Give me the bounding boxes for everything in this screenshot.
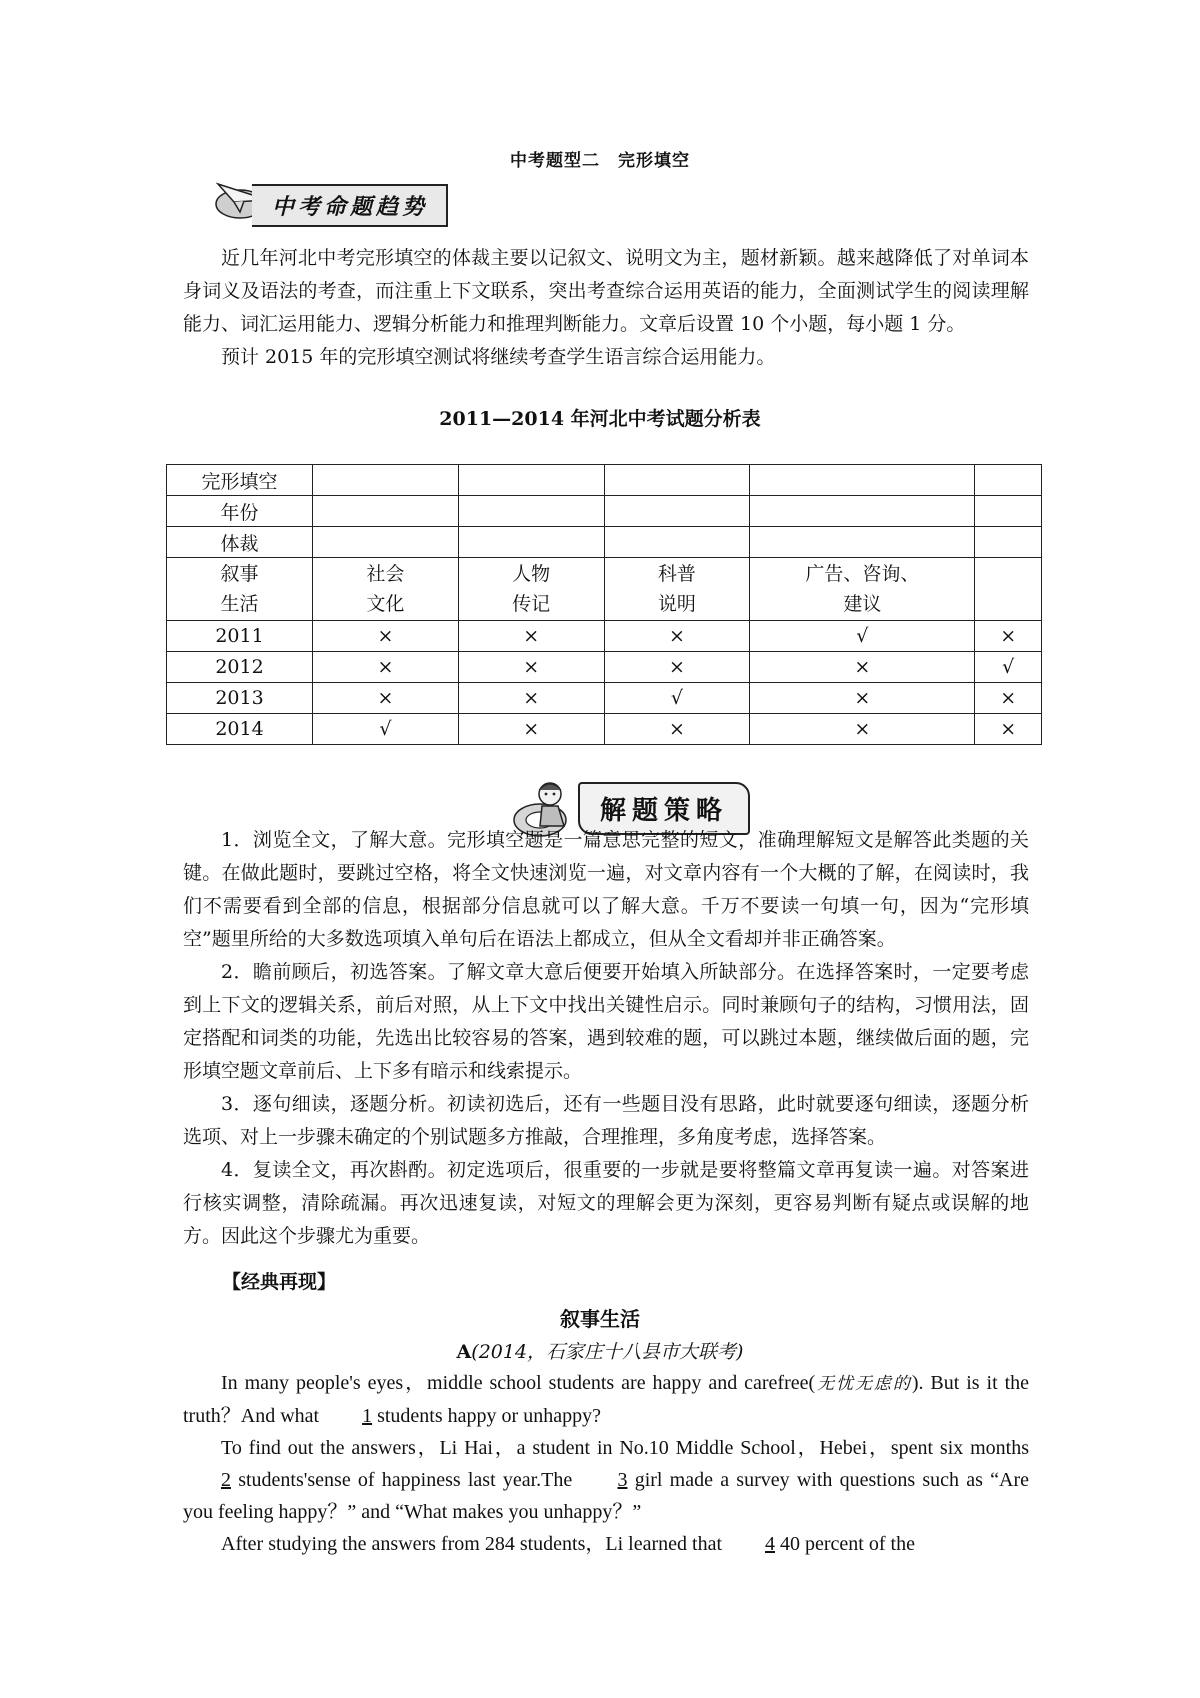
table-cell-mark: × xyxy=(313,683,459,714)
table-cell-mark: × xyxy=(458,652,604,683)
intro-text xyxy=(183,242,1029,374)
passage-source xyxy=(0,1337,1200,1364)
cloze-passage xyxy=(183,1367,1029,1560)
classic-label: 【经典再现】 xyxy=(222,1271,337,1293)
table-row xyxy=(167,496,1042,527)
page-header: 中考题型二 完形填空 xyxy=(510,151,690,171)
intro-paragraph: 预计 2015 年的完形填空测试将继续考查学生语言综合运用能力。 xyxy=(221,346,776,368)
table-cell-mark: × xyxy=(458,714,604,745)
table-cell-year: 2014 xyxy=(167,714,313,745)
banner-title: 中考命题趋势 xyxy=(252,184,448,227)
table-cell-mark: × xyxy=(313,621,459,652)
table-cell-mark: × xyxy=(750,652,975,683)
text-run: 40 percent of the xyxy=(775,1533,915,1555)
table-cell-mark: √ xyxy=(750,621,975,652)
section-title: 叙事生活 xyxy=(560,1307,640,1331)
blank-3: 3 xyxy=(617,1469,628,1491)
table-row xyxy=(167,465,1042,496)
passage-paragraph xyxy=(183,1528,1029,1560)
strategy-paragraph: 1．浏览全文，了解大意。完形填空题是一篇意思完整的短文，准确理解短文是解答此类题的关键。在做此题时，要跳过空格，将全文快速浏览一遍，对文章内容有一个大概的了解，在阅读时，我们不需要看到全部的信息，根据部分信息就可以了解大意。千万不要读一句填一句，因为“完形填空”题里所给的大多数选项填入单句后在语法上都成立，但从全文看却并非正确答案。 xyxy=(183,829,1029,950)
table-cell-mark: × xyxy=(458,621,604,652)
analysis-table xyxy=(166,464,1042,745)
blank-2: 2 xyxy=(221,1469,231,1491)
table-cell-year: 2012 xyxy=(167,652,313,683)
table-cell: 体裁 xyxy=(167,527,313,558)
blank-1: 1 xyxy=(362,1405,373,1427)
text-run: To find out the answers，Li Hai，a student in No.10 Middle School，Hebei，spent six months xyxy=(221,1437,1029,1459)
table-row xyxy=(167,714,1042,745)
table-data-rows xyxy=(167,621,1042,745)
strategy-paragraph: 3．逐句细读，逐题分析。初读初选后，还有一些题目没有思路，此时就要逐句细读，逐题分析选项、对上一步骤未确定的个别试题多方推敲，合理推理，多角度考虑，选择答案。 xyxy=(183,1093,1029,1148)
table-cell xyxy=(975,496,1042,527)
intro-paragraph: 近几年河北中考完形填空的体裁主要以记叙文、说明文为主，题材新颖。越来越降低了对单词本身词义及语法的考查，而注重上下文联系，突出考查综合运用英语的能力，全面测试学生的阅读理解能力、词汇运用能力、逻辑分析能力和推理判断能力。文章后设置 10 个小题，每小题 1 分。 xyxy=(183,247,1029,335)
table-row-genres xyxy=(167,558,1042,621)
section-banner-trend xyxy=(214,184,448,227)
table-cell-mark: × xyxy=(604,652,750,683)
table-cell xyxy=(604,496,750,527)
table-cell-mark: × xyxy=(604,714,750,745)
table-cell xyxy=(750,527,975,558)
table-cell xyxy=(458,465,604,496)
passage-letter: A xyxy=(456,1341,472,1363)
table-cell-mark: √ xyxy=(604,683,750,714)
table-cell xyxy=(975,558,1042,621)
table-cell xyxy=(313,465,459,496)
table-cell-mark: √ xyxy=(313,714,459,745)
banner-title: 解题策略 xyxy=(578,782,750,835)
text-run: students happy or unhappy? xyxy=(372,1405,601,1427)
table-cell: 叙事 生活 xyxy=(167,558,313,621)
table-cell-mark: × xyxy=(750,683,975,714)
table-cell xyxy=(975,527,1042,558)
table-cell xyxy=(975,465,1042,496)
table-cell xyxy=(458,527,604,558)
table-cell: 广告、咨询、 建议 xyxy=(750,558,975,621)
table-cell xyxy=(604,527,750,558)
table-cell-mark: × xyxy=(313,652,459,683)
text-run: After studying the answers from 284 students，Li learned that xyxy=(221,1533,727,1555)
table-cell-mark: √ xyxy=(975,652,1042,683)
table-cell: 年份 xyxy=(167,496,313,527)
table-cell xyxy=(313,527,459,558)
table-cell xyxy=(604,465,750,496)
table-cell-mark: × xyxy=(975,714,1042,745)
blank-4: 4 xyxy=(765,1533,775,1555)
text-run: girl made a survey with questions such as “Are you feeling happy？” and “What makes you unhappy？” xyxy=(183,1469,1029,1523)
strategy-text xyxy=(183,824,1029,1253)
table-cell: 完形填空 xyxy=(167,465,313,496)
table-cell-year: 2013 xyxy=(167,683,313,714)
table-cell-mark: × xyxy=(604,621,750,652)
text-run: students'sense of happiness last year.The xyxy=(231,1469,580,1491)
text-run: ). But is it the truth？And what xyxy=(183,1372,1030,1427)
text-run: 无忧无虑的 xyxy=(815,1374,912,1394)
table-cell: 人物 传记 xyxy=(458,558,604,621)
table-cell: 社会 文化 xyxy=(313,558,459,621)
table-cell xyxy=(750,496,975,527)
table-cell: 科普 说明 xyxy=(604,558,750,621)
passage-paragraph xyxy=(183,1367,1029,1432)
table-title: 2011—2014 年河北中考试题分析表 xyxy=(439,408,761,430)
table-cell-mark: × xyxy=(458,683,604,714)
table-row xyxy=(167,652,1042,683)
table-cell xyxy=(458,496,604,527)
table-row xyxy=(167,621,1042,652)
table-cell-mark: × xyxy=(975,621,1042,652)
passage-source-text: (2014，石家庄十八县市大联考) xyxy=(471,1341,744,1363)
table-cell-year: 2011 xyxy=(167,621,313,652)
table-cell-mark: × xyxy=(975,683,1042,714)
table-row xyxy=(167,527,1042,558)
strategy-paragraph: 4．复读全文，再次斟酌。初定选项后，很重要的一步就是要将整篇文章再复读一遍。对答案进行核实调整，清除疏漏。再次迅速复读，对短文的理解会更为深刻，更容易判断有疑点或误解的地方。因此这个步骤尤为重要。 xyxy=(183,1159,1029,1247)
table-row xyxy=(167,683,1042,714)
text-run: In many people's eyes，middle school students are happy and carefree( xyxy=(221,1372,816,1394)
table-cell xyxy=(313,496,459,527)
table-cell xyxy=(750,465,975,496)
table-cell-mark: × xyxy=(750,714,975,745)
passage-paragraph xyxy=(183,1432,1029,1528)
strategy-paragraph: 2．瞻前顾后，初选答案。了解文章大意后便要开始填入所缺部分。在选择答案时，一定要考虑到上下文的逻辑关系，前后对照，从上下文中找出关键性启示。同时兼顾句子的结构，习惯用法，固定搭配和词类的功能，先选出比较容易的答案，遇到较难的题，可以跳过本题，继续做后面的题，完形填空题文章前后、上下多有暗示和线索提示。 xyxy=(183,961,1029,1082)
